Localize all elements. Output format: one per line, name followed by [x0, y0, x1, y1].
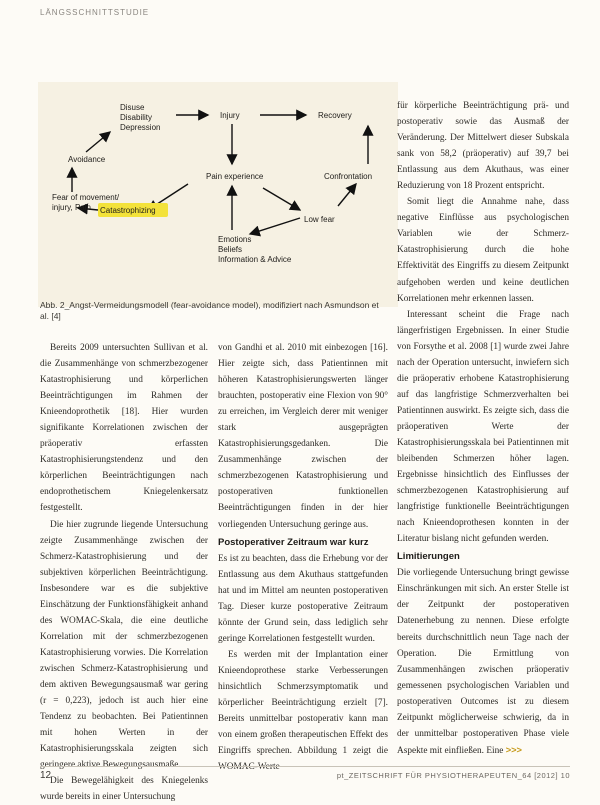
page-number: 12	[40, 770, 52, 781]
arrow-pain-lowfear	[263, 188, 300, 210]
node-emotions: Emotions Beliefs Information & Advice	[218, 235, 292, 264]
node-disuse: Disuse Disability Depression	[120, 103, 161, 132]
paragraph: Die Bewegelähigkeit des Kniegelenks wurde bereits in einer Untersuchung	[40, 776, 208, 803]
continue-marker: >>>	[505, 744, 522, 755]
running-head: LÄNGSSCHNITTSTUDIE	[40, 8, 150, 17]
section-heading: Limitierungen	[397, 551, 460, 563]
node-recovery: Recovery	[318, 111, 352, 120]
paragraph: Es ist zu beachten, dass die Erhebung vor der Entlassung aus dem Akuthaus stattgefunden hat und im Mittel am neunten postoperativen Tag. Dieser kurze postoperative Zeitraum könnte der Grund sein, dass lediglich sehr geringe Korrelationen festgestellt wurden.	[218, 553, 388, 644]
paragraph: Interessant scheint die Frage nach längerfristigen Ergebnissen. In einer Studie von Forsythe et al. 2008 [1] wurde zwei Jahre nach der Operation untersucht, inwiefern sich die präoperativ erhobene Katastrophisierung auf das langfristige Schmerzverhalten bei Patientinnen auswirkt. Es zeigte sich, dass die präoperativen Werte der Katastrophisierungsskala bei Patientinnen mit bleibenden Schmerzen höher lagen. Ergebnisse hinsichtlich des Einflusses der schmerzbezogenen Katastrophisierung auf langfristige funktionelle Beeinträchtigungen nach Knieendoprothesen konnten in der Literatur bislang nicht gefunden werden.	[397, 309, 569, 545]
paragraph: Somit liegt die Annahme nahe, dass negative Einflüsse aus psychologischen Variablen wie der Schmerz-Katastrophisierung durch die hohe Effektivität des Eingriffs zu diesem Zeitpunkt aufgehoben werden und keine deutlichen Korrelationen mehr erkennen lassen.	[397, 197, 569, 304]
node-fear: Fear of movement/ injury, Pain	[52, 193, 120, 212]
journal-footer: pt_ZEITSCHRIFT FÜR PHYSIOTHERAPEUTEN_64 [2012] 10	[336, 771, 570, 780]
section-heading: Postoperativer Zeitraum war kurz	[218, 536, 369, 548]
node-avoidance: Avoidance	[68, 155, 106, 164]
paragraph: für körperliche Beeinträchtigung prä- und postoperativ sowie das Ausmaß der Veränderung. Der Mittelwert dieser Subskala sank von 58,2 (präoperativ) auf 39,7 bei Entlassung aus dem Akuthaus, was einer Reduzierung von 18 Prozent entspricht.	[397, 101, 569, 192]
arrow-lowfear-confrontation	[338, 184, 356, 206]
fear-avoidance-figure	[38, 82, 398, 307]
arrow-avoidance-disuse	[86, 132, 110, 152]
paragraph: von Gandhi et al. 2010 mit einbezogen [16]. Hier zeigte sich, dass Patientinnen mit höheren Katastrophisierungswerten länger brauchten, postoperativ eine Flexion von 90° zu erreichen, im Vergleich derer mit weniger stark ausgeprägten Katastrophisierungsgedanken. Die Zusammenhänge zwischen der schmerzbezogenen Katastrophisierung und postoperativen funktionellen Beeinträchtigungen finden in der hier vorliegenden Untersuchung geringe aus.	[218, 343, 388, 530]
node-catastrophizing: Catastrophizing	[100, 206, 156, 215]
column-3	[397, 98, 569, 759]
arrow-lowfear-pain	[250, 218, 300, 234]
figure-caption: Abb. 2_Angst-Vermeidungsmodell (fear-avoidance model), modifiziert nach Asmundson et al. [4]	[40, 300, 379, 321]
fear-avoidance-diagram	[38, 82, 398, 307]
footer-rule	[40, 766, 570, 767]
node-low-fear: Low fear	[304, 215, 335, 224]
column-2	[218, 340, 388, 775]
paragraph: Es werden mit der Implantation einer Knieendoprothese starke Verbesserungen hinsichtlich Schmerzsymptomatik und körperlicher Beeinträchtigung erzielt [7]. Bereits unmittelbar postoperativ kann man von einem großen therapeutischen Effekt des Eingriffs sprechen. Abbildung 1 zeigt die WOMAC-Werte	[218, 649, 388, 773]
node-injury: Injury	[220, 111, 240, 120]
paragraph: Die hier zugrunde liegende Untersuchung zeigte Zusammenhänge zwischen der Schmerz-Katastrophisierung und der subjektiven körperlichen Beeinträchtigung. Insbesondere war es die subjektive Einschätzung der Funktionsfähigkeit anhand des WOMAC-Skala, die eine deutliche Korrelation mit der schmerzbezogenen Katastrophisierung vorwies. Die Korrelation zwischen Schmerz-Katastrophisierung und dem aktiven Bewegungsausmaß war gering (r = 0,223), jedoch ist auch hier eine Tendenz zu beobachten. Bei Patientinnen mit hohen Werten in der Katastrophisierungsskala zeigten sich geringere aktive Bewegungsausmaße.	[40, 519, 208, 771]
node-confrontation: Confrontation	[324, 172, 373, 181]
paragraph	[397, 565, 569, 759]
column-1	[40, 340, 208, 805]
paragraph: Bereits 2009 untersuchten Sullivan et al. die Zusammenhänge von schmerzbezogener Katastrophisierung und körperlichen Beeinträchtigungen im Rahmen der Knieendoprothetik [18]. Hier wurden signifikante Korrelationen zwischen der präoperativ erfassten Katastrophisierungstendenz und den körperlichen Beeinträchtigungen nach endoprothetischem Kniegelenkersatz festgestellt.	[40, 343, 208, 514]
paragraph-text: Die vorliegende Untersuchung bringt gewisse Einschränkungen mit sich. An erster Stelle ist der Zeitpunkt der postoperativen Datenerhebung zu nennen. Diese erfolgte bereits durchschnittlich neun Tage nach der Operation. Die Ermittlung von Zusammenhängen zwischen präoperativ gemessenen psychologischen Variablen und postoperativen Outcomes ist zu diesem Zeitpunkt möglicherweise schwierig, da in der unmittelbar postoperativen Phase viele Aspekte mit einfließen. Eine	[397, 568, 569, 756]
node-pain-experience: Pain experience	[206, 172, 264, 181]
